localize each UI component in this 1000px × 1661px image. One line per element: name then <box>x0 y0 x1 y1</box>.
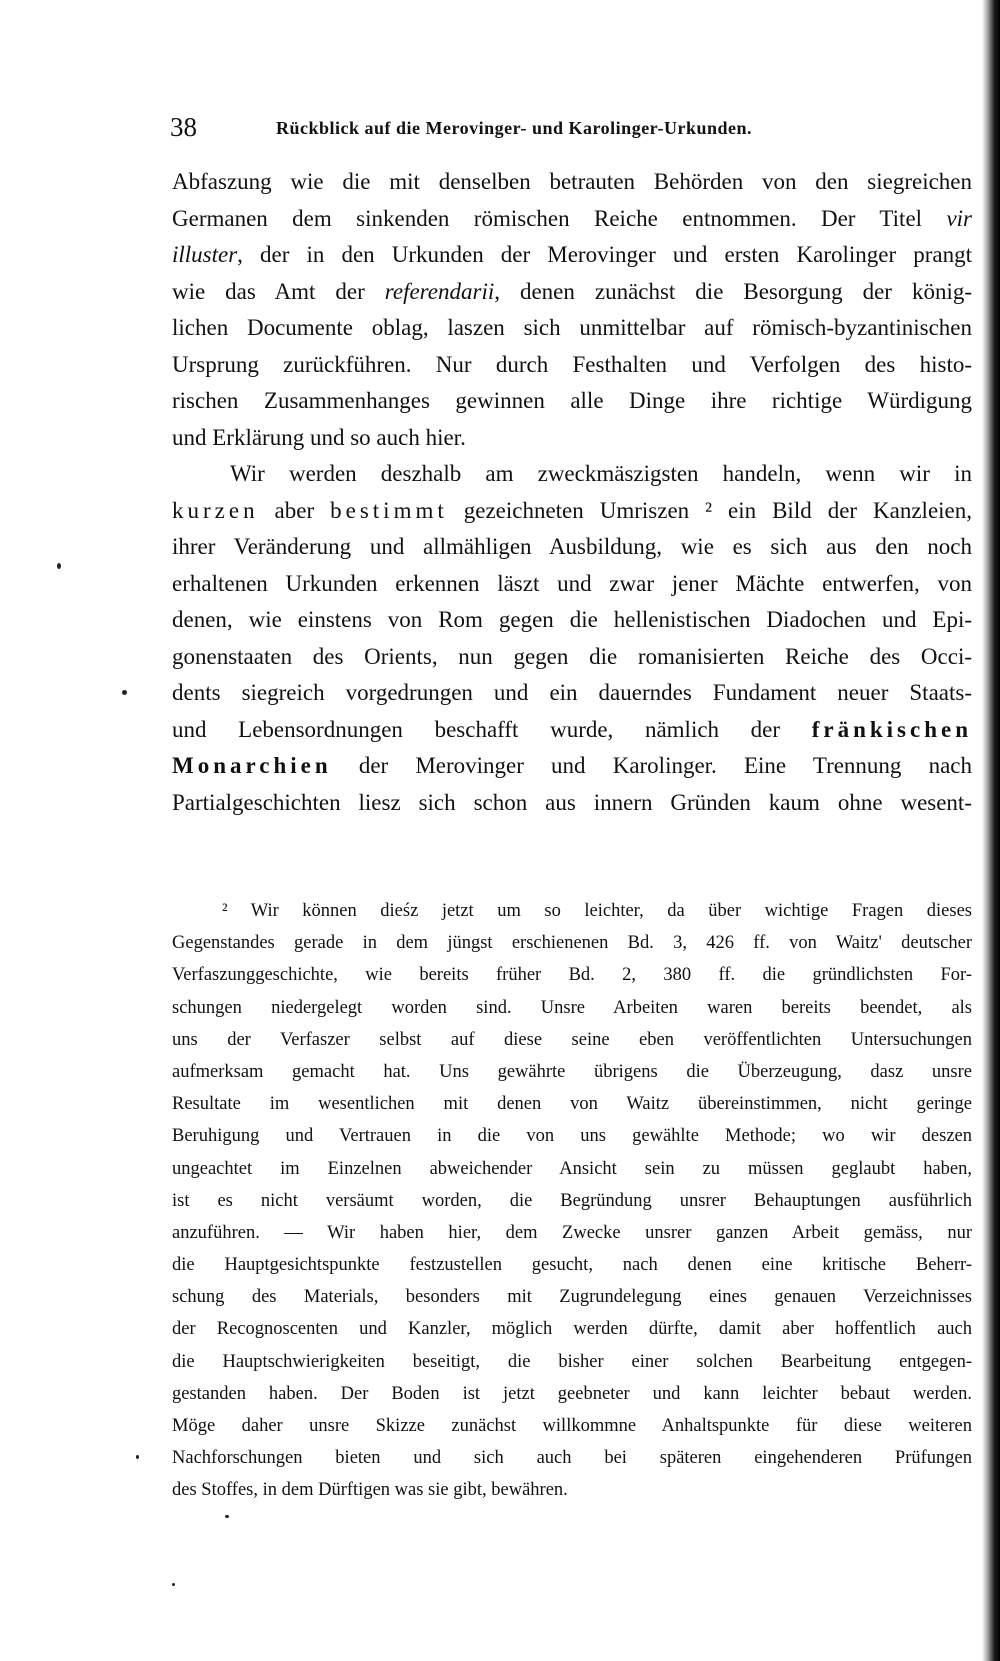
footnote-line: Verfaszunggeschichte, wie bereits früher Bd. 2, 380 ff. die gründlichsten For- <box>172 965 972 986</box>
footnote-line: uns der Verfaszer selbst auf diese seine eben veröffentlichten Untersuchungen <box>172 1029 972 1050</box>
body-text-line <box>172 712 972 749</box>
body-text-line <box>172 164 972 201</box>
body-text-fragment: Partialgeschichten liesz sich schon aus innern Gründen kaum ohne wesent- <box>172 789 972 815</box>
body-text-line <box>172 310 972 347</box>
body-text-line <box>172 675 972 712</box>
body-text-fragment: denen, wie einstens von Rom gegen die hellenistischen Diadochen und Epi- <box>172 607 972 632</box>
body-text-fragment: erhaltenen Urkunden erkennen läszt und zwar jener Mächte entwerfen, von <box>172 570 972 596</box>
footnote-line: Gegenstandes gerade in dem jüngst erschienenen Bd. 3, 426 ff. von Waitz' deutscher <box>172 933 972 954</box>
footnote-line: ist es nicht versäumt worden, die Begründung unsrer Behauptungen ausführlich <box>172 1190 972 1211</box>
body-text-fragment: ihrer Veränderung und allmähligen Ausbildung, wie es sich aus den noch <box>172 534 972 559</box>
body-text-fragment: Monarchien <box>172 753 332 778</box>
footnote-line: aufmerksam gemacht hat. Uns gewährte übrigens die Überzeugung, dasz unsre <box>172 1061 972 1082</box>
scan-speck <box>172 1583 175 1586</box>
body-text-fragment: Germanen dem sinkenden römischen Reiche entnommen. Der Titel <box>172 205 947 231</box>
page-number: 38 <box>170 112 197 142</box>
body-text-line <box>172 602 972 639</box>
scan-speck <box>225 1515 229 1518</box>
footnote-block <box>172 895 972 1507</box>
footnote-line: ² Wir können dieśz jetzt um so leichter, da über wichtige Fragen dieses <box>222 901 972 921</box>
binding-edge-shadow <box>982 0 1000 1661</box>
body-text-fragment: bestimmt <box>330 497 448 523</box>
scan-speck <box>136 1455 139 1459</box>
body-text-line <box>172 748 972 785</box>
body-text-fragment: gezeichneten Umriszen ² ein Bild der Kanzleien, <box>447 497 973 523</box>
body-text-line <box>172 456 972 493</box>
body-text-fragment: der Merovinger und Karolinger. Eine Trennung nach <box>331 753 972 778</box>
body-text-line <box>172 201 972 238</box>
footnote-line: anzuführen. — Wir haben hier, dem Zwecke unsrer ganzen Arbeit gemäss, nur <box>172 1222 972 1243</box>
scan-speck <box>122 690 127 695</box>
footnote-line: gestanden haben. Der Boden ist jetzt geebneter und kann leichter bebaut werden. <box>172 1383 972 1404</box>
body-text-fragment: Abfaszung wie die mit denselben betrauten Behörden von den siegreichen <box>172 169 972 194</box>
body-text-fragment: fränkischen <box>811 716 972 742</box>
body-text-fragment: referendarii <box>384 278 495 304</box>
running-title: Rückblick auf die Merovinger- und Karolinger-Urkunden. <box>276 118 753 138</box>
footnote-line: ungeachtet im Einzelnen abweichender Ansicht sein zu müssen geglaubt haben, <box>172 1158 972 1179</box>
footnote-line: Nachforschungen bieten und sich auch bei späteren eingehenderen Prüfungen <box>172 1448 972 1469</box>
body-text-fragment: wie das Amt der <box>172 278 385 304</box>
footnote-line: schung des Materials, besonders mit Zugrundelegung eines genauen Verzeichnisses <box>172 1287 972 1308</box>
body-text-line <box>172 529 972 566</box>
body-text-fragment: und Lebensordnungen beschafft wurde, nämlich der <box>172 716 812 742</box>
footnote-line: der Recognoscenten und Kanzler, möglich werden dürfte, damit aber hoffentlich auch <box>172 1319 972 1340</box>
body-text-fragment: vir <box>946 205 972 231</box>
body-text-fragment: und Erklärung und so auch hier. <box>172 424 466 450</box>
body-text-line <box>172 566 972 603</box>
body-text-fragment: aber <box>258 497 331 523</box>
body-text-line <box>172 347 972 384</box>
body-text-fragment: illuster <box>172 242 238 267</box>
body-text-fragment: kurzen <box>172 497 259 523</box>
footnote-line: Beruhigung und Vertrauen in die von uns gewählte Methode; wo wir deszen <box>172 1126 972 1147</box>
body-text-fragment: , denen zunächst die Besorgung der könig- <box>494 278 972 304</box>
footnote-line: Möge daher unsre Skizze zunächst willkommne Anhaltspunkte für diese weiteren <box>172 1416 972 1436</box>
footnote-line: die Hauptgesichtspunkte festzustellen gesucht, nach denen eine kritische Beherr- <box>172 1255 972 1276</box>
body-text-line <box>172 420 972 457</box>
body-text-fragment: Wir werden deszhalb am zweckmäszigsten handeln, wenn wir in <box>230 461 972 486</box>
body-text-line <box>172 785 972 822</box>
body-text-fragment: rischen Zusammenhanges gewinnen alle Dinge ihre richtige Würdigung <box>172 388 972 413</box>
body-text-line <box>172 383 972 420</box>
body-text-fragment: , der in den Urkunden der Merovinger und ersten Karolinger prangt <box>237 242 972 267</box>
body-text-fragment: Ursprung zurückführen. Nur durch Festhalten und Verfolgen des histo- <box>172 351 972 377</box>
scan-speck <box>57 563 61 569</box>
body-text-line <box>172 493 972 530</box>
body-text-fragment: dents siegreich vorgedrungen und ein dauerndes Fundament neuer Staats- <box>172 680 972 705</box>
main-text-block <box>172 164 972 821</box>
footnote-line: die Hauptschwierigkeiten beseitigt, die bisher einer solchen Bearbeitung entgegen- <box>172 1351 972 1372</box>
footnote-line: Resultate im wesentlichen mit denen von Waitz übereinstimmen, nicht geringe <box>172 1094 972 1115</box>
body-text-line <box>172 639 972 676</box>
body-text-line <box>172 237 972 274</box>
body-text-fragment: gonenstaaten des Orients, nun gegen die romanisierten Reiche des Occi- <box>172 643 972 669</box>
footnote-line: schungen niedergelegt worden sind. Unsre Arbeiten waren bereits beendet, als <box>172 997 972 1018</box>
page-header <box>170 112 970 142</box>
footnote-line: des Stoffes, in dem Dürftigen was sie gibt, bewähren. <box>172 1480 568 1501</box>
body-text-line <box>172 274 972 311</box>
body-text-fragment: lichen Documente oblag, laszen sich unmittelbar auf römisch-byzantinischen <box>172 315 972 340</box>
